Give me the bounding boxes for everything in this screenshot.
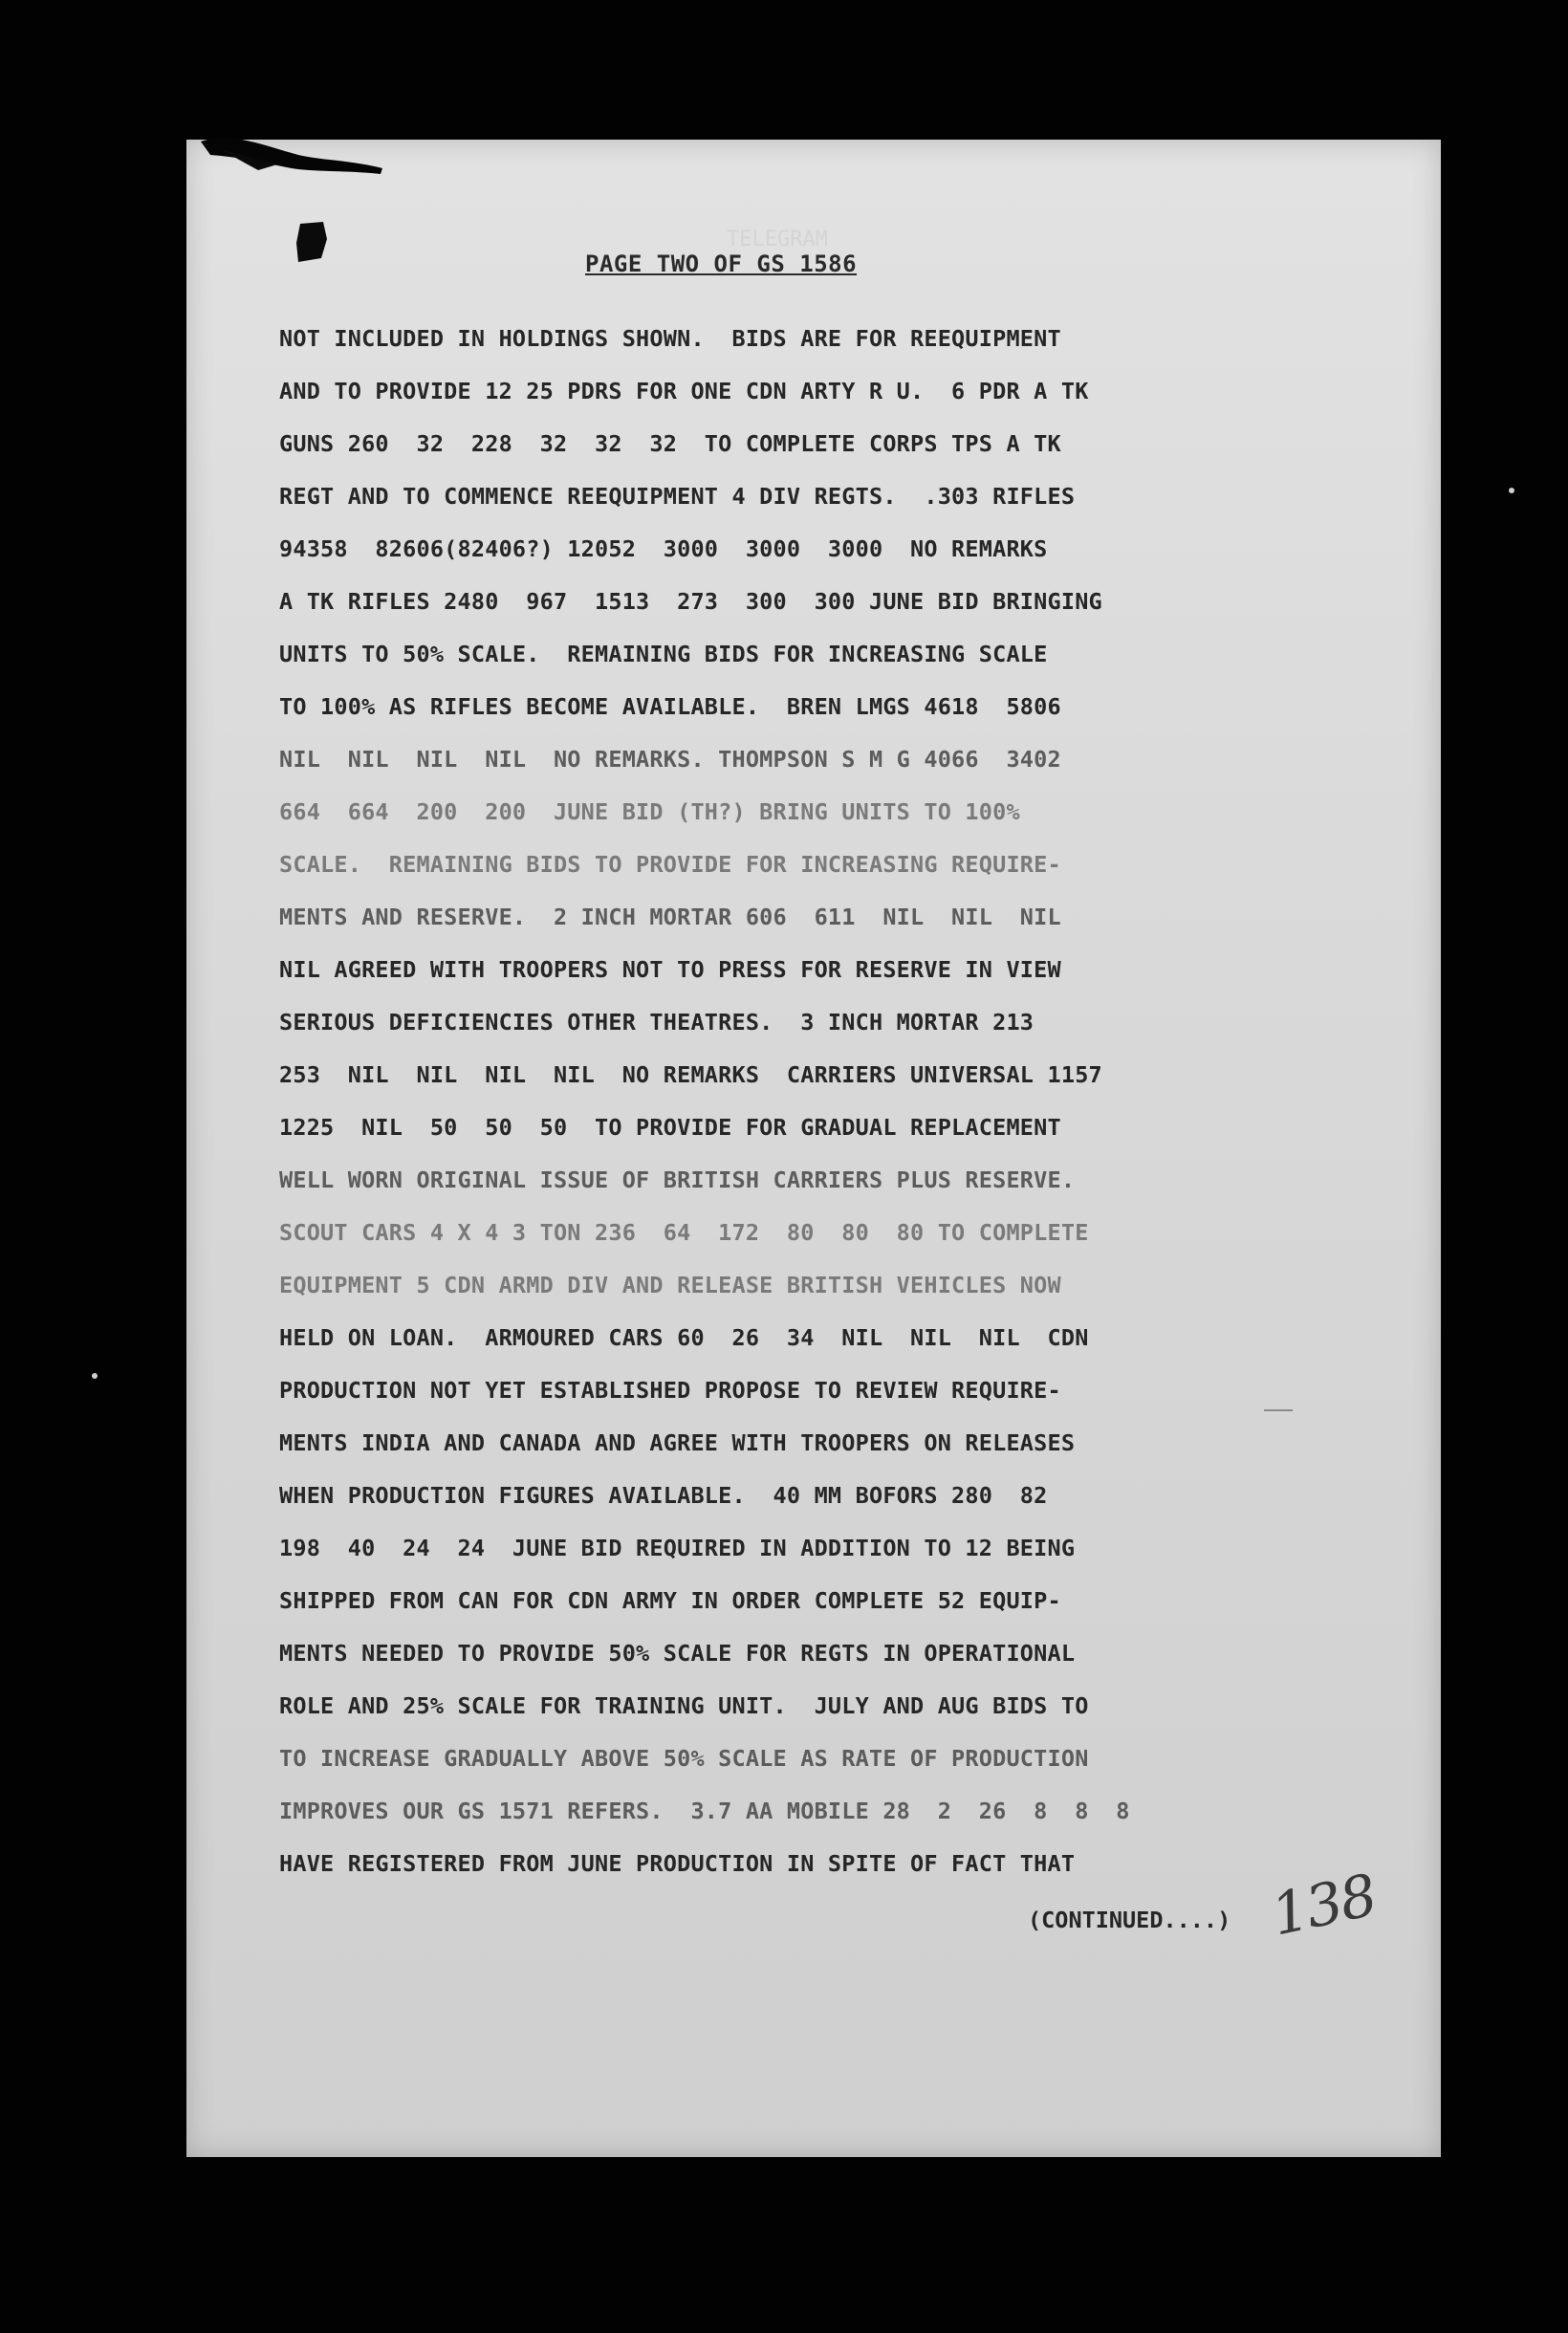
- dust-speck: [92, 1373, 98, 1379]
- bleed-through-text: TELEGRAM: [727, 228, 828, 251]
- body-line: PRODUCTION NOT YET ESTABLISHED PROPOSE TO REVIEW REQUIRE-: [279, 1377, 1061, 1404]
- body-line: SCALE. REMAINING BIDS TO PROVIDE FOR INCREASING REQUIRE-: [279, 851, 1061, 878]
- body-line: HELD ON LOAN. ARMOURED CARS 60 26 34 NIL NIL NIL CDN: [279, 1324, 1089, 1351]
- body-line: NIL NIL NIL NIL NO REMARKS. THOMPSON S M G 4066 3402: [279, 746, 1061, 773]
- body-line: 94358 82606(82406?) 12052 3000 3000 3000 NO REMARKS: [279, 535, 1048, 562]
- ink-blot: [294, 220, 329, 264]
- handwritten-page-number: 138: [1265, 1862, 1382, 1950]
- body-line: SERIOUS DEFICIENCIES OTHER THEATRES. 3 INCH MORTAR 213: [279, 1009, 1034, 1036]
- body-line: WHEN PRODUCTION FIGURES AVAILABLE. 40 MM BOFORS 280 82: [279, 1482, 1048, 1509]
- body-line: TO 100% AS RIFLES BECOME AVAILABLE. BREN LMGS 4618 5806: [279, 693, 1061, 720]
- page-heading: PAGE TWO OF GS 1586: [585, 251, 858, 277]
- body-line: 664 664 200 200 JUNE BID (TH?) BRING UNITS TO 100%: [279, 798, 1020, 825]
- continued-label: (CONTINUED....): [1028, 1907, 1231, 1933]
- body-line: GUNS 260 32 228 32 32 32 TO COMPLETE CORPS TPS A TK: [279, 430, 1061, 457]
- body-line: IMPROVES OUR GS 1571 REFERS. 3.7 AA MOBILE 28 2 26 8 8 8: [279, 1798, 1130, 1824]
- torn-corner-mark: [201, 132, 382, 189]
- body-line: NOT INCLUDED IN HOLDINGS SHOWN. BIDS ARE FOR REEQUIPMENT: [279, 325, 1061, 352]
- body-line: MENTS INDIA AND CANADA AND AGREE WITH TROOPERS ON RELEASES: [279, 1429, 1076, 1456]
- body-line: WELL WORN ORIGINAL ISSUE OF BRITISH CARRIERS PLUS RESERVE.: [279, 1166, 1076, 1193]
- body-line: ROLE AND 25% SCALE FOR TRAINING UNIT. JULY AND AUG BIDS TO: [279, 1692, 1089, 1719]
- body-line: HAVE REGISTERED FROM JUNE PRODUCTION IN SPITE OF FACT THAT: [279, 1850, 1076, 1877]
- body-line: A TK RIFLES 2480 967 1513 273 300 300 JUNE BID BRINGING: [279, 588, 1102, 615]
- body-line: REGT AND TO COMMENCE REEQUIPMENT 4 DIV REGTS. .303 RIFLES: [279, 483, 1076, 510]
- body-line: 253 NIL NIL NIL NIL NO REMARKS CARRIERS UNIVERSAL 1157: [279, 1061, 1102, 1088]
- dust-speck: [1509, 488, 1514, 493]
- body-line: SCOUT CARS 4 X 4 3 TON 236 64 172 80 80 80 TO COMPLETE: [279, 1219, 1089, 1246]
- body-line: EQUIPMENT 5 CDN ARMD DIV AND RELEASE BRITISH VEHICLES NOW: [279, 1272, 1061, 1298]
- body-line: MENTS AND RESERVE. 2 INCH MORTAR 606 611 NIL NIL NIL: [279, 904, 1061, 930]
- body-line: 1225 NIL 50 50 50 TO PROVIDE FOR GRADUAL REPLACEMENT: [279, 1114, 1061, 1141]
- body-line: 198 40 24 24 JUNE BID REQUIRED IN ADDITION TO 12 BEING: [279, 1535, 1076, 1561]
- dust-speck: [1264, 1409, 1293, 1411]
- body-line: AND TO PROVIDE 12 25 PDRS FOR ONE CDN ARTY R U. 6 PDR A TK: [279, 378, 1089, 404]
- body-line: NIL AGREED WITH TROOPERS NOT TO PRESS FOR RESERVE IN VIEW: [279, 956, 1061, 983]
- body-line: SHIPPED FROM CAN FOR CDN ARMY IN ORDER COMPLETE 52 EQUIP-: [279, 1587, 1061, 1614]
- body-line: MENTS NEEDED TO PROVIDE 50% SCALE FOR REGTS IN OPERATIONAL: [279, 1640, 1076, 1667]
- body-line: TO INCREASE GRADUALLY ABOVE 50% SCALE AS RATE OF PRODUCTION: [279, 1745, 1089, 1772]
- body-line: UNITS TO 50% SCALE. REMAINING BIDS FOR INCREASING SCALE: [279, 641, 1048, 667]
